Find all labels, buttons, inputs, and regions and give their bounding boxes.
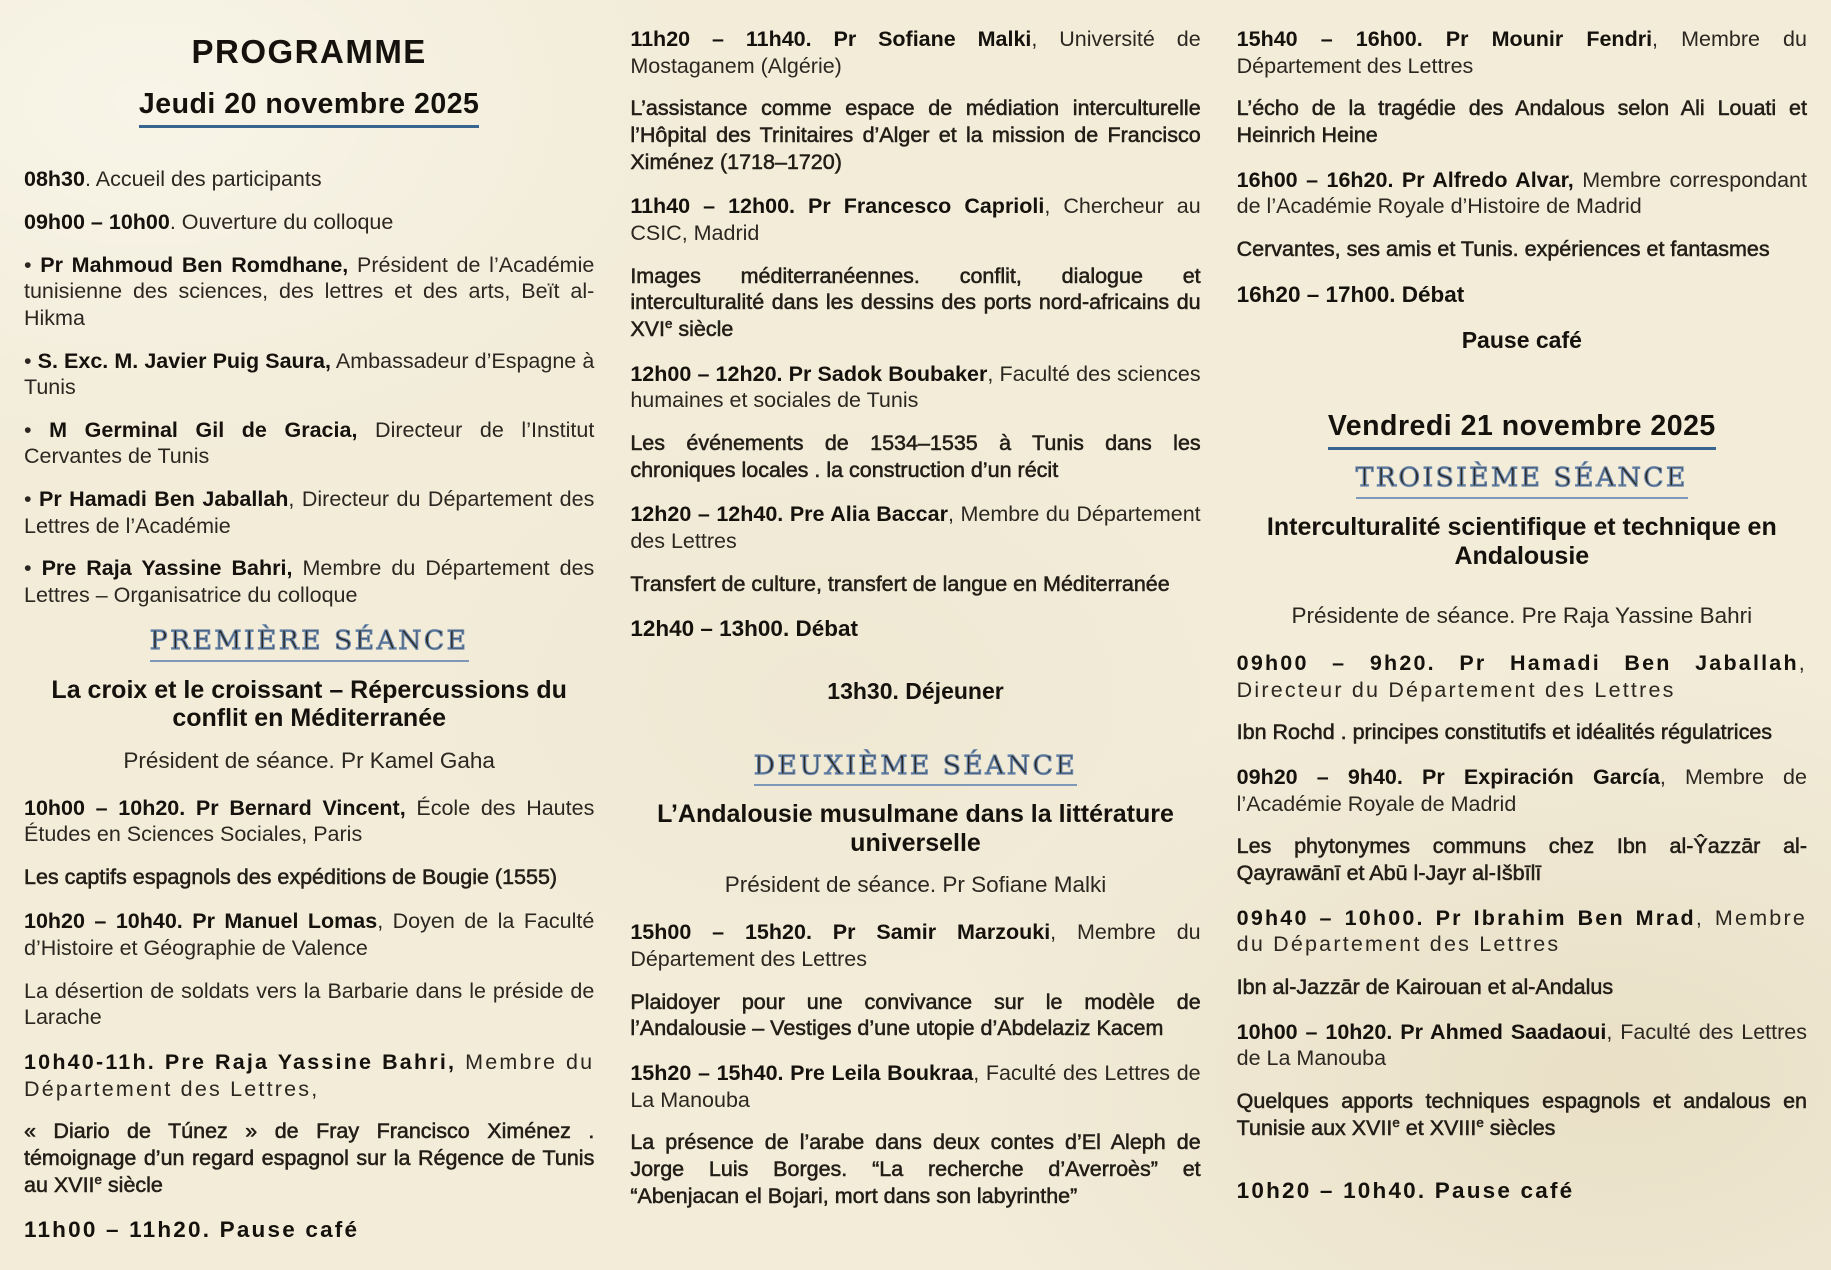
seance-underlined-text: [150, 625, 469, 662]
talk-title: [630, 263, 1200, 343]
schedule-entry: [630, 26, 1200, 79]
text-segment: Pr Ahmed Saadaoui: [1392, 1019, 1607, 1044]
text-segment: , Faculté des sciences humaines et sociales de Tunis: [630, 361, 1201, 413]
text-segment: Pr Samir Marzouki: [811, 920, 1051, 945]
text-segment: Membre correspondant de l’Académie Royale d’Histoire de Madrid: [1236, 167, 1807, 219]
date-underlined-text: [139, 87, 480, 128]
text-segment: Président de séance. Pr Kamel Gaha: [123, 747, 495, 773]
text-segment: •: [24, 487, 39, 512]
talk-title: [630, 989, 1200, 1042]
schedule-entry: [24, 555, 594, 608]
text-segment: Les phytonymes communs chez Ibn al-Ŷazzār al-Qayrawānī et Abū l-Jayr al-Išbīlī: [1236, 834, 1807, 886]
column-day1-left: [24, 26, 594, 1270]
text-segment: , Faculté des Lettres de La Manouba: [1236, 1019, 1807, 1071]
schedule-entry: [24, 252, 594, 332]
text-segment: Pr Ibrahim Ben Mrad: [1424, 905, 1696, 930]
talk-title: [630, 430, 1200, 483]
text-segment: Pr Bernard Vincent,: [185, 795, 406, 820]
text-segment: TROISIÈME SÉANCE: [1355, 462, 1688, 494]
spacer: [630, 730, 1200, 744]
text-segment: Présidente de séance. Pre Raja Yassine Bahri: [1291, 603, 1753, 629]
seance-heading: [630, 750, 1200, 787]
text-segment: siècle: [672, 316, 734, 341]
text-segment: 09h00 – 10h00: [24, 209, 170, 234]
talk-title: [1237, 1088, 1807, 1141]
session-chair: [630, 871, 1200, 899]
schedule-entry: [1237, 167, 1807, 220]
schedule-entry: [1237, 26, 1807, 79]
text-segment: Ambassadeur d’Espagne à Tunis: [24, 348, 595, 400]
text-segment: Membre du Département des Lettres,: [24, 1050, 595, 1101]
text-segment: Membre du Département des Lettres – Organisatrice du colloque: [24, 556, 595, 608]
column-day1-right-day2: [1237, 26, 1807, 1270]
talk-title: [1237, 236, 1807, 263]
text-segment: , Membre du Département des Lettres: [1236, 905, 1807, 957]
text-segment: École des Hautes Études en Sciences Sociales, Paris: [24, 795, 595, 847]
text-segment: , Chercheur au CSIC, Madrid: [630, 194, 1201, 245]
text-segment: Ibn Rochd . principes constitutifs et idéalités régulatrices: [1236, 720, 1773, 745]
schedule-entry: [1237, 905, 1807, 958]
text-segment: M Germinal Gil de Gracia,: [49, 417, 358, 442]
text-segment: Pre Leila Boukraa: [783, 1060, 974, 1085]
text-segment: 12h40 – 13h00. Débat: [630, 616, 858, 642]
text-segment: , Directeur du Département des Lettres de l’Académie: [24, 487, 595, 538]
talk-title: [1237, 719, 1807, 746]
text-segment: Pr Hamadi Ben Jaballah: [39, 487, 289, 512]
text-segment: •: [24, 556, 42, 581]
text-segment: •: [24, 348, 38, 373]
spacer: [1237, 379, 1807, 409]
talk-title: [630, 571, 1200, 598]
text-segment: 15h20 – 15h40.: [630, 1060, 784, 1085]
text-segment: e: [664, 315, 673, 331]
text-segment: 09h40 – 10h00.: [1236, 905, 1425, 930]
text-segment: 09h20 – 9h40.: [1236, 765, 1403, 790]
text-segment: e: [1476, 1114, 1484, 1130]
schedule-entry: [24, 209, 594, 236]
text-segment: La croix et le croissant – Répercussions du conflit en Méditerranée: [51, 675, 567, 733]
seance-heading: [1237, 462, 1807, 499]
text-segment: Jeudi 20 novembre 2025: [138, 87, 480, 120]
text-segment: 10h40-11h.: [24, 1050, 156, 1075]
text-segment: Plaidoyer pour une convivance sur le modèle de l’Andalousie – Vestiges d’une utopie d’Abdelaziz Kacem: [630, 989, 1201, 1041]
text-segment: et XVIII: [1399, 1115, 1477, 1140]
talk-title: [24, 978, 594, 1031]
text-segment: L’écho de la tragédie des Andalous selon Ali Louati et Heinrich Heine: [1236, 96, 1807, 147]
column-day1-middle: [630, 26, 1200, 1270]
text-segment: e: [94, 1171, 102, 1187]
seance-underlined-text: [1356, 462, 1688, 499]
schedule-entry: [1237, 650, 1807, 703]
talk-title: [24, 1118, 594, 1198]
text-segment: Président de séance. Pr Sofiane Malki: [724, 872, 1107, 898]
schedule-entry: [1237, 1019, 1807, 1072]
text-segment: Les captifs espagnols des expéditions de Bougie (1555): [24, 864, 558, 889]
schedule-entry: [24, 166, 594, 193]
text-segment: Pr Sadok Boubaker: [782, 361, 988, 386]
text-segment: e: [1392, 1114, 1400, 1130]
meal-line: [1237, 326, 1807, 355]
text-segment: Pre Raja Yassine Bahri,: [41, 556, 293, 581]
text-segment: PROGRAMME: [191, 33, 427, 70]
break-line: [24, 1216, 594, 1244]
text-segment: •: [24, 417, 50, 442]
schedule-entry: [630, 193, 1200, 246]
text-segment: •: [24, 252, 41, 277]
text-segment: La désertion de soldats vers la Barbarie dans le préside de Larache: [24, 978, 595, 1030]
schedule-entry: [630, 361, 1200, 414]
seance-heading: [24, 625, 594, 662]
talk-title: [1237, 974, 1807, 1001]
schedule-entry: [24, 486, 594, 539]
text-segment: Pr Hamadi Ben Jaballah: [1435, 651, 1799, 676]
text-segment: Président de l’Académie tunisienne des sciences, des lettres et des arts, Beït al-Hikma: [24, 252, 595, 330]
text-segment: siècles: [1483, 1115, 1556, 1140]
text-segment: Pre Alia Baccar: [783, 502, 948, 527]
session-title: [630, 800, 1200, 857]
break-line: [1237, 1177, 1807, 1205]
spacer: [1237, 584, 1807, 600]
date-heading: [24, 87, 594, 128]
spacer: [24, 140, 594, 166]
text-segment: Cervantes, ses amis et Tunis. expériences et fantasmes: [1236, 236, 1770, 261]
text-segment: Les événements de 1534–1535 à Tunis dans les chroniques locales . la construction d’un récit: [630, 430, 1201, 482]
text-segment: 11h00 – 11h20. Pause café: [24, 1217, 360, 1243]
text-segment: Pr Mahmoud Ben Romdhane,: [40, 252, 349, 277]
schedule-entry: [24, 908, 594, 961]
text-segment: 08h30: [24, 167, 85, 192]
text-segment: Vendredi 21 novembre 2025: [1327, 410, 1716, 442]
schedule-entry: [24, 417, 594, 470]
session-chair: [1237, 602, 1807, 630]
text-segment: Pr Alfredo Alvar,: [1393, 167, 1574, 192]
session-chair: [24, 747, 594, 775]
text-segment: Pre Raja Yassine Bahri,: [155, 1050, 457, 1075]
text-segment: L’Andalousie musulmane dans la littérature universelle: [657, 800, 1174, 857]
text-segment: La présence de l’arabe dans deux contes d’El Aleph de Jorge Luis Borges. “La recherche d’Averroès” et “Abenjacan el Bojari, mort dans son labyrinthe”: [630, 1130, 1201, 1208]
text-segment: « Diario de Túnez » de Fray Francisco Ximénez . témoignage d’un regard espagnol sur la Régence de Tunis au XVII: [24, 1119, 595, 1197]
schedule-entry: [24, 795, 594, 848]
text-segment: 11h40 – 12h00.: [630, 194, 796, 219]
talk-title: [1237, 833, 1807, 886]
text-segment: DEUXIÈME SÉANCE: [753, 749, 1078, 781]
text-segment: siècle: [101, 1172, 163, 1197]
text-segment: Interculturalité scientifique et technique en Andalousie: [1266, 513, 1777, 570]
text-segment: 10h20 – 10h40.: [24, 909, 183, 934]
text-segment: Transfert de culture, transfert de langue en Méditerranée: [630, 571, 1170, 596]
schedule-entry: [1237, 764, 1807, 817]
text-segment: , Faculté des Lettres de La Manouba: [630, 1060, 1201, 1112]
schedule-entry: [630, 501, 1200, 554]
text-segment: Quelques apports techniques espagnols et andalous en Tunisie aux XVII: [1236, 1088, 1807, 1140]
text-segment: Directeur de l’Institut Cervantes de Tunis: [24, 417, 595, 469]
text-segment: 16h00 – 16h20.: [1236, 167, 1394, 192]
text-segment: , Membre du Département des Lettres: [630, 502, 1201, 553]
spacer: [1237, 1159, 1807, 1173]
text-segment: 15h40 – 16h00.: [1236, 27, 1423, 51]
talk-title: [630, 95, 1200, 175]
meal-line: [630, 677, 1200, 706]
text-segment: . Ouverture du colloque: [169, 209, 394, 234]
text-segment: 13h30. Déjeuner: [827, 678, 1004, 705]
programme-title: [24, 32, 594, 73]
text-segment: , Membre de l’Académie Royale de Madrid: [1236, 765, 1807, 816]
talk-title: [1237, 95, 1807, 148]
schedule-entry: [630, 1060, 1200, 1113]
date-underlined-text: [1328, 409, 1716, 450]
text-segment: Pr Francesco Caprioli: [795, 194, 1045, 219]
text-segment: , Doyen de la Faculté d’Histoire et Géographie de Valence: [24, 909, 595, 961]
session-title: [1237, 513, 1807, 570]
text-segment: 10h00 – 10h20.: [24, 795, 186, 820]
schedule-entry: [630, 919, 1200, 972]
text-segment: , Directeur du Département des Lettres: [1236, 651, 1807, 702]
text-segment: 09h00 – 9h20.: [1236, 651, 1436, 676]
text-segment: Pr Manuel Lomas: [182, 909, 378, 934]
text-segment: , Université de Mostaganem (Algérie): [630, 27, 1201, 78]
text-segment: Pr Expiración García: [1402, 765, 1660, 790]
text-segment: S. Exc. M. Javier Puig Saura,: [37, 348, 331, 373]
text-segment: 10h00 – 10h20.: [1236, 1019, 1393, 1044]
text-segment: , Membre du Département des Lettres: [1236, 27, 1807, 78]
text-segment: PREMIÈRE SÉANCE: [149, 624, 469, 656]
text-segment: Pr Mounir Fendri: [1422, 27, 1653, 51]
break-line: [630, 615, 1200, 643]
schedule-entry: [24, 348, 594, 401]
text-segment: 16h20 – 17h00. Débat: [1236, 281, 1465, 307]
talk-title: [630, 1129, 1200, 1209]
text-segment: 11h20 – 11h40.: [630, 27, 812, 51]
text-segment: Pr Sofiane Malki: [811, 27, 1032, 51]
text-segment: . Accueil des participants: [84, 167, 322, 192]
seance-underlined-text: [754, 750, 1077, 787]
text-segment: 12h00 – 12h20.: [630, 361, 783, 386]
text-segment: , Membre du Département des Lettres: [630, 920, 1201, 971]
text-segment: L’assistance comme espace de médiation interculturelle l’Hôpital des Trinitaires d’Alger et la mission de Francisco Ximénez (1718–1720): [630, 96, 1201, 174]
date-heading: [1237, 409, 1807, 450]
text-segment: 10h20 – 10h40. Pause café: [1236, 1178, 1575, 1204]
talk-title: [24, 864, 594, 891]
text-segment: Images méditerranéennes. conflit, dialogue et interculturalité dans les dessins des ports nord-africains du XVI: [630, 263, 1201, 341]
spacer: [630, 661, 1200, 669]
text-segment: 15h00 – 15h20.: [630, 920, 812, 945]
schedule-entry: [24, 1049, 594, 1102]
text-segment: 12h20 – 12h40.: [630, 502, 784, 527]
text-segment: Ibn al-Jazzār de Kairouan et al-Andalus: [1236, 974, 1614, 999]
text-segment: Pause café: [1461, 327, 1582, 354]
session-title: [24, 676, 594, 733]
break-line: [1237, 281, 1807, 309]
